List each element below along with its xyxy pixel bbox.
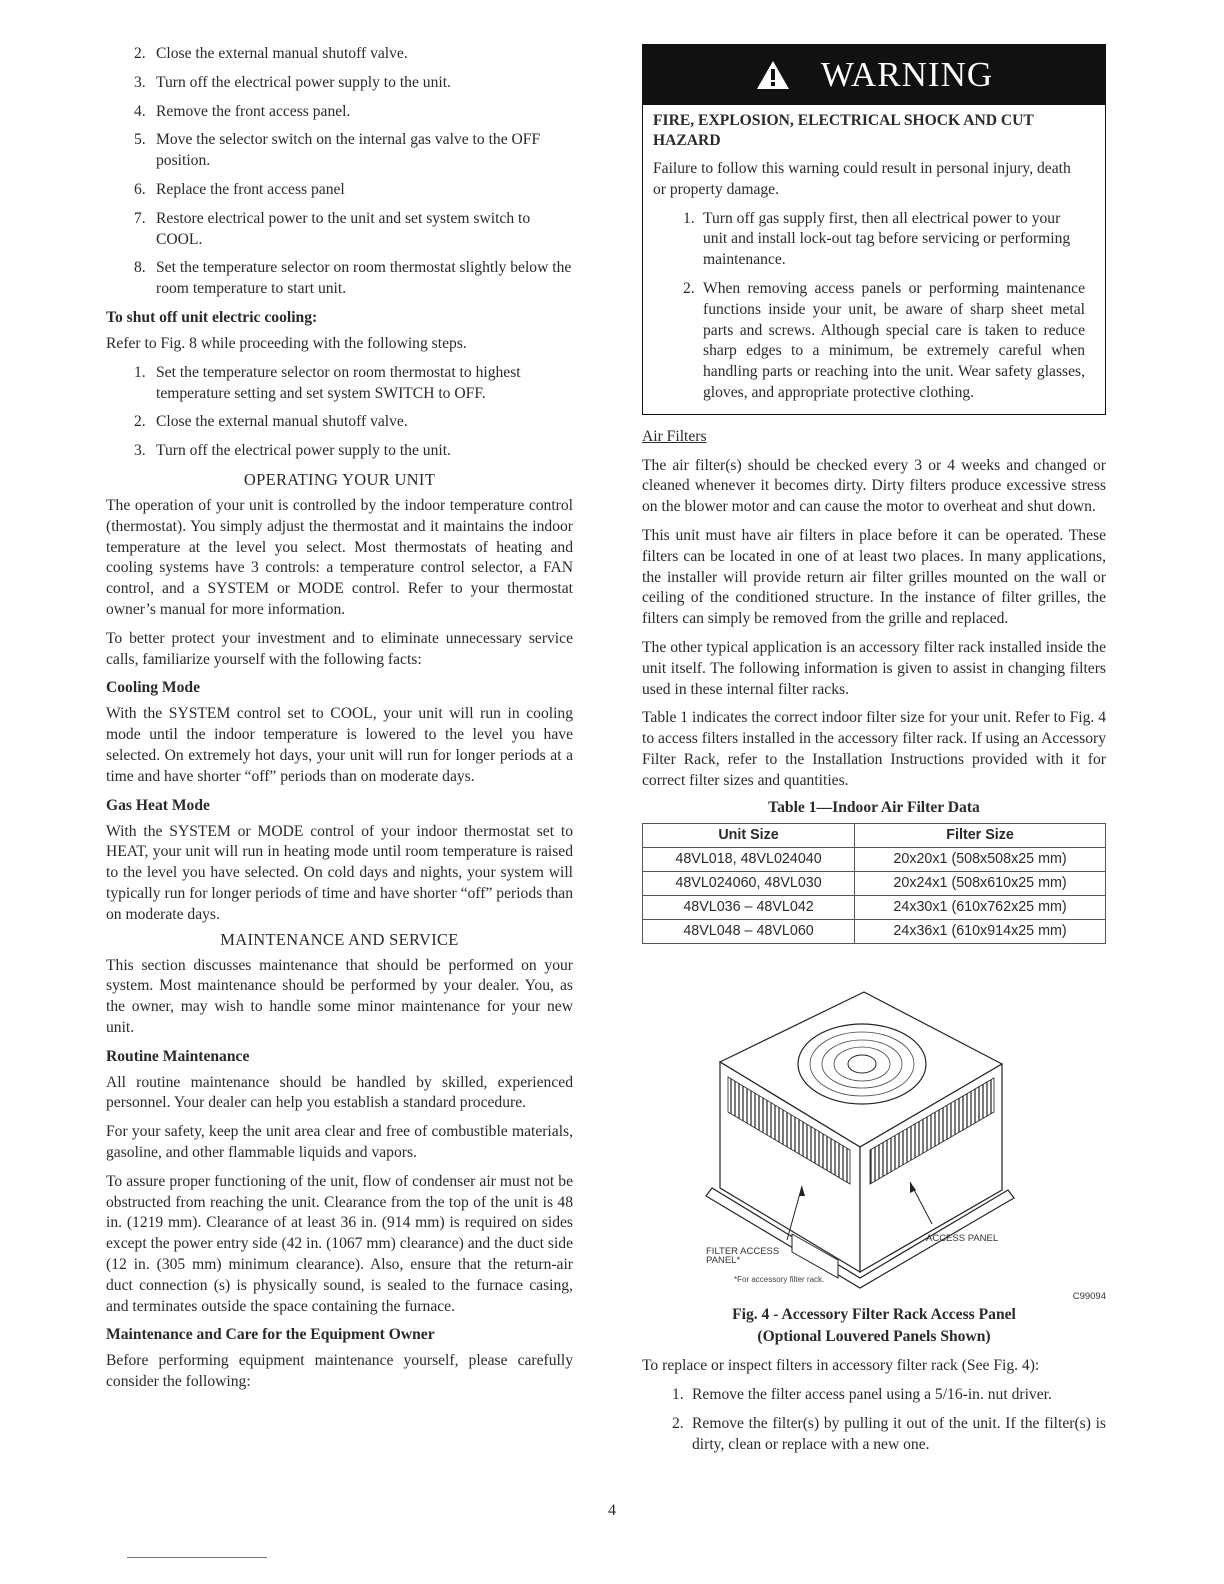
replace-intro: To replace or inspect filters in accessory filter rack (See Fig. 4):	[642, 1357, 1040, 1375]
air-filters-paragraph-3: The other typical application is an accessory filter rack installed inside the unit itself. The following information is given to assist in changing filters used in these internal filter racks.	[642, 638, 1106, 698]
table-cell: 48VL024060, 48VL030	[643, 872, 855, 896]
care-paragraph: Before performing equipment maintenance yourself, please carefully consider the following:	[106, 1352, 573, 1391]
figure-4	[642, 952, 1106, 1302]
left-column	[106, 44, 573, 1401]
warning-header	[643, 45, 1105, 105]
access-panel-label: ACCESS PANEL	[926, 1233, 999, 1245]
table-cell: 20x20x1 (508x508x25 mm)	[855, 848, 1106, 872]
table-cell: 24x36x1 (610x914x25 mm)	[855, 920, 1106, 944]
hvac-unit-illustration	[642, 952, 1106, 1302]
hazard-heading: FIRE, EXPLOSION, ELECTRICAL SHOCK AND CUT HAZARD	[653, 112, 1034, 149]
warning-title: WARNING	[820, 54, 994, 94]
gas-heat-heading: Gas Heat Mode	[106, 796, 210, 814]
table-row	[643, 848, 1106, 872]
maintenance-paragraph: This section discusses maintenance that should be performed on your system. Most maintenance should be performed by your dealer. You, as the owner, may wish to handle some minor maintenance for your new unit.	[106, 956, 573, 1036]
table-row	[643, 872, 1106, 896]
routine-paragraph-1: All routine maintenance should be handled by skilled, experienced personnel. Your dealer can help you establish a standard procedure.	[106, 1073, 573, 1112]
list-item: 3. Turn off the electrical power supply to the unit.	[134, 442, 451, 460]
list-item: 2. Close the external manual shutoff valve.	[134, 413, 408, 431]
gas-heat-paragraph: With the SYSTEM or MODE control of your indoor thermostat set to HEAT, your unit will run in heating mode until room temperature is raised to the level you have selected. On cold days and nights, your system will typically run for longer periods of time and have shorter “off” periods than on moderate days.	[106, 822, 573, 923]
list-item: 1. Set the temperature selector on room thermostat to highest temperature setting and set system SWITCH to OFF.	[134, 363, 521, 402]
warning-box	[642, 44, 1106, 415]
column-header: Filter Size	[855, 824, 1106, 848]
figure-caption	[642, 1304, 1106, 1348]
table-row	[643, 896, 1106, 920]
list-item: 6. Replace the front access panel	[134, 180, 345, 198]
list-item: 5. Move the selector switch on the internal gas valve to the OFF position.	[134, 131, 541, 170]
steps-list-2	[106, 363, 573, 462]
table-row	[643, 920, 1106, 944]
list-item: 3. Turn off the electrical power supply to the unit.	[134, 73, 451, 91]
table-cell: 48VL048 – 48VL060	[643, 920, 855, 944]
figure-footnote: *For accessory filter rack.	[734, 1275, 825, 1285]
air-filters-heading: Air Filters	[642, 427, 707, 445]
figure-code: C99094	[1072, 1291, 1106, 1303]
list-item: 8. Set the temperature selector on room thermostat slightly below the room temperature to start unit.	[134, 259, 572, 298]
page-number: 4	[608, 1502, 616, 1519]
table-cell: 24x30x1 (610x762x25 mm)	[855, 896, 1106, 920]
footer-divider	[127, 1557, 267, 1558]
list-item: 2. Remove the filter(s) by pulling it out of the unit. If the filter(s) is dirty, clean or replace with a new one.	[672, 1414, 1106, 1453]
list-item: 1. Turn off gas supply first, then all electrical power to your unit and install lock-out tag before servicing or performing maintenance.	[683, 209, 1071, 269]
warning-triangle-icon	[755, 59, 791, 91]
table-header-row	[643, 824, 1106, 848]
filter-access-label: FILTER ACCESS	[706, 1246, 780, 1258]
air-filters-paragraph-1: The air filter(s) should be checked every 3 or 4 weeks and changed or cleaned whenever it becomes dirty. Dirty filters produce excessive stress on the blower motor and can cause the motor to overheat and shut down.	[642, 456, 1106, 516]
warning-intro: Failure to follow this warning could result in personal injury, death or property damage.	[653, 160, 1071, 198]
table-cell: 20x24x1 (508x610x25 mm)	[855, 872, 1106, 896]
filter-data-table	[642, 823, 1106, 944]
operating-paragraph-1: The operation of your unit is controlled by the indoor temperature control (thermostat). You simply adjust the thermostat and it maintains the indoor temperature at the level you select. Most thermostats of heating and cooling systems have 3 controls: a temperature control selector, a FAN control, and a SYSTEM or MODE control. Refer to your thermostat owner’s manual for more information.	[106, 496, 573, 618]
care-heading: Maintenance and Care for the Equipment Owner	[106, 1326, 435, 1344]
cooling-heading: Cooling Mode	[106, 679, 200, 697]
table-caption: Table 1—Indoor Air Filter Data	[768, 798, 980, 816]
steps-list-1	[106, 44, 573, 300]
replace-steps	[642, 1385, 1106, 1455]
figure-caption-line-2: (Optional Louvered Panels Shown)	[757, 1328, 991, 1346]
air-filters-paragraph-2: This unit must have air filters in place before it can be operated. These filters can be located in one of at least two places. In many applications, the installer will provide return air filter grilles mounted on the wall or ceiling of the conditioned structure. In the instance of filter grilles, the filters can simply be removed from the grille and replaced.	[642, 526, 1106, 628]
routine-heading: Routine Maintenance	[106, 1047, 250, 1065]
routine-paragraph-2: For your safety, keep the unit area clear and free of combustible materials, gasoline, and other flammable liquids and vapors.	[106, 1123, 573, 1162]
list-item: 1. Remove the filter access panel using a 5/16-in. nut driver.	[672, 1386, 1052, 1404]
figure-caption-line-1: Fig. 4 - Accessory Filter Rack Access Panel	[732, 1306, 1016, 1324]
shut-off-intro: Refer to Fig. 8 while proceeding with the following steps.	[106, 334, 467, 352]
maintenance-heading: MAINTENANCE AND SERVICE	[220, 929, 459, 949]
air-filters-paragraph-4: Table 1 indicates the correct indoor filter size for your unit. Refer to Fig. 4 to access filters installed in the accessory filter rack. If using an Accessory Filter Rack, refer to the Installation Instructions provided with it for correct filter sizes and quantities.	[642, 709, 1106, 789]
operating-heading: OPERATING YOUR UNIT	[243, 469, 436, 489]
filter-panel-label: PANEL*	[706, 1255, 741, 1267]
table-cell: 48VL018, 48VL024040	[643, 848, 855, 872]
routine-paragraph-3: To assure proper functioning of the unit, flow of condenser air must not be obstructed from reaching the unit. Clearance from the top of the unit is 48 in. (1219 mm). Clearance of at least 36 in. (914 mm) is required on sides except the power entry side (42 in. (1067 mm) clearance) and the duct side (12 in. (305 mm) minimum clearance). Also, ensure that the return-air duct connection (s) is physically sound, is sealed to the furnace casing, and terminates outside the space containing the furnace.	[106, 1172, 573, 1315]
list-item: 4. Remove the front access panel.	[134, 102, 351, 120]
table-cell: 48VL036 – 48VL042	[643, 896, 855, 920]
cooling-paragraph: With the SYSTEM control set to COOL, your unit will run in cooling mode until the indoor temperature is lowered to the level you have selected. On extremely hot days, your unit will run for longer periods at a time and have shorter “off” periods than on moderate days.	[106, 705, 573, 785]
list-item: 7. Restore electrical power to the unit and set system switch to COOL.	[134, 209, 531, 248]
column-header: Unit Size	[643, 824, 855, 848]
list-item: 2. When removing access panels or performing maintenance functions inside your unit, be aware of sharp sheet metal parts and screws. Although special care is taken to reduce sharp edges to a minimum, be extremely careful when handling parts or reaching into the unit. Wear safety glasses, gloves, and appropriate protective clothing.	[683, 279, 1085, 401]
right-column	[642, 44, 1106, 1464]
list-item: 2. Close the external manual shutoff valve.	[134, 45, 408, 62]
shut-off-heading: To shut off unit electric cooling:	[106, 308, 318, 326]
operating-paragraph-2: To better protect your investment and to eliminate unnecessary service calls, familiarize yourself with the following facts:	[106, 629, 573, 668]
